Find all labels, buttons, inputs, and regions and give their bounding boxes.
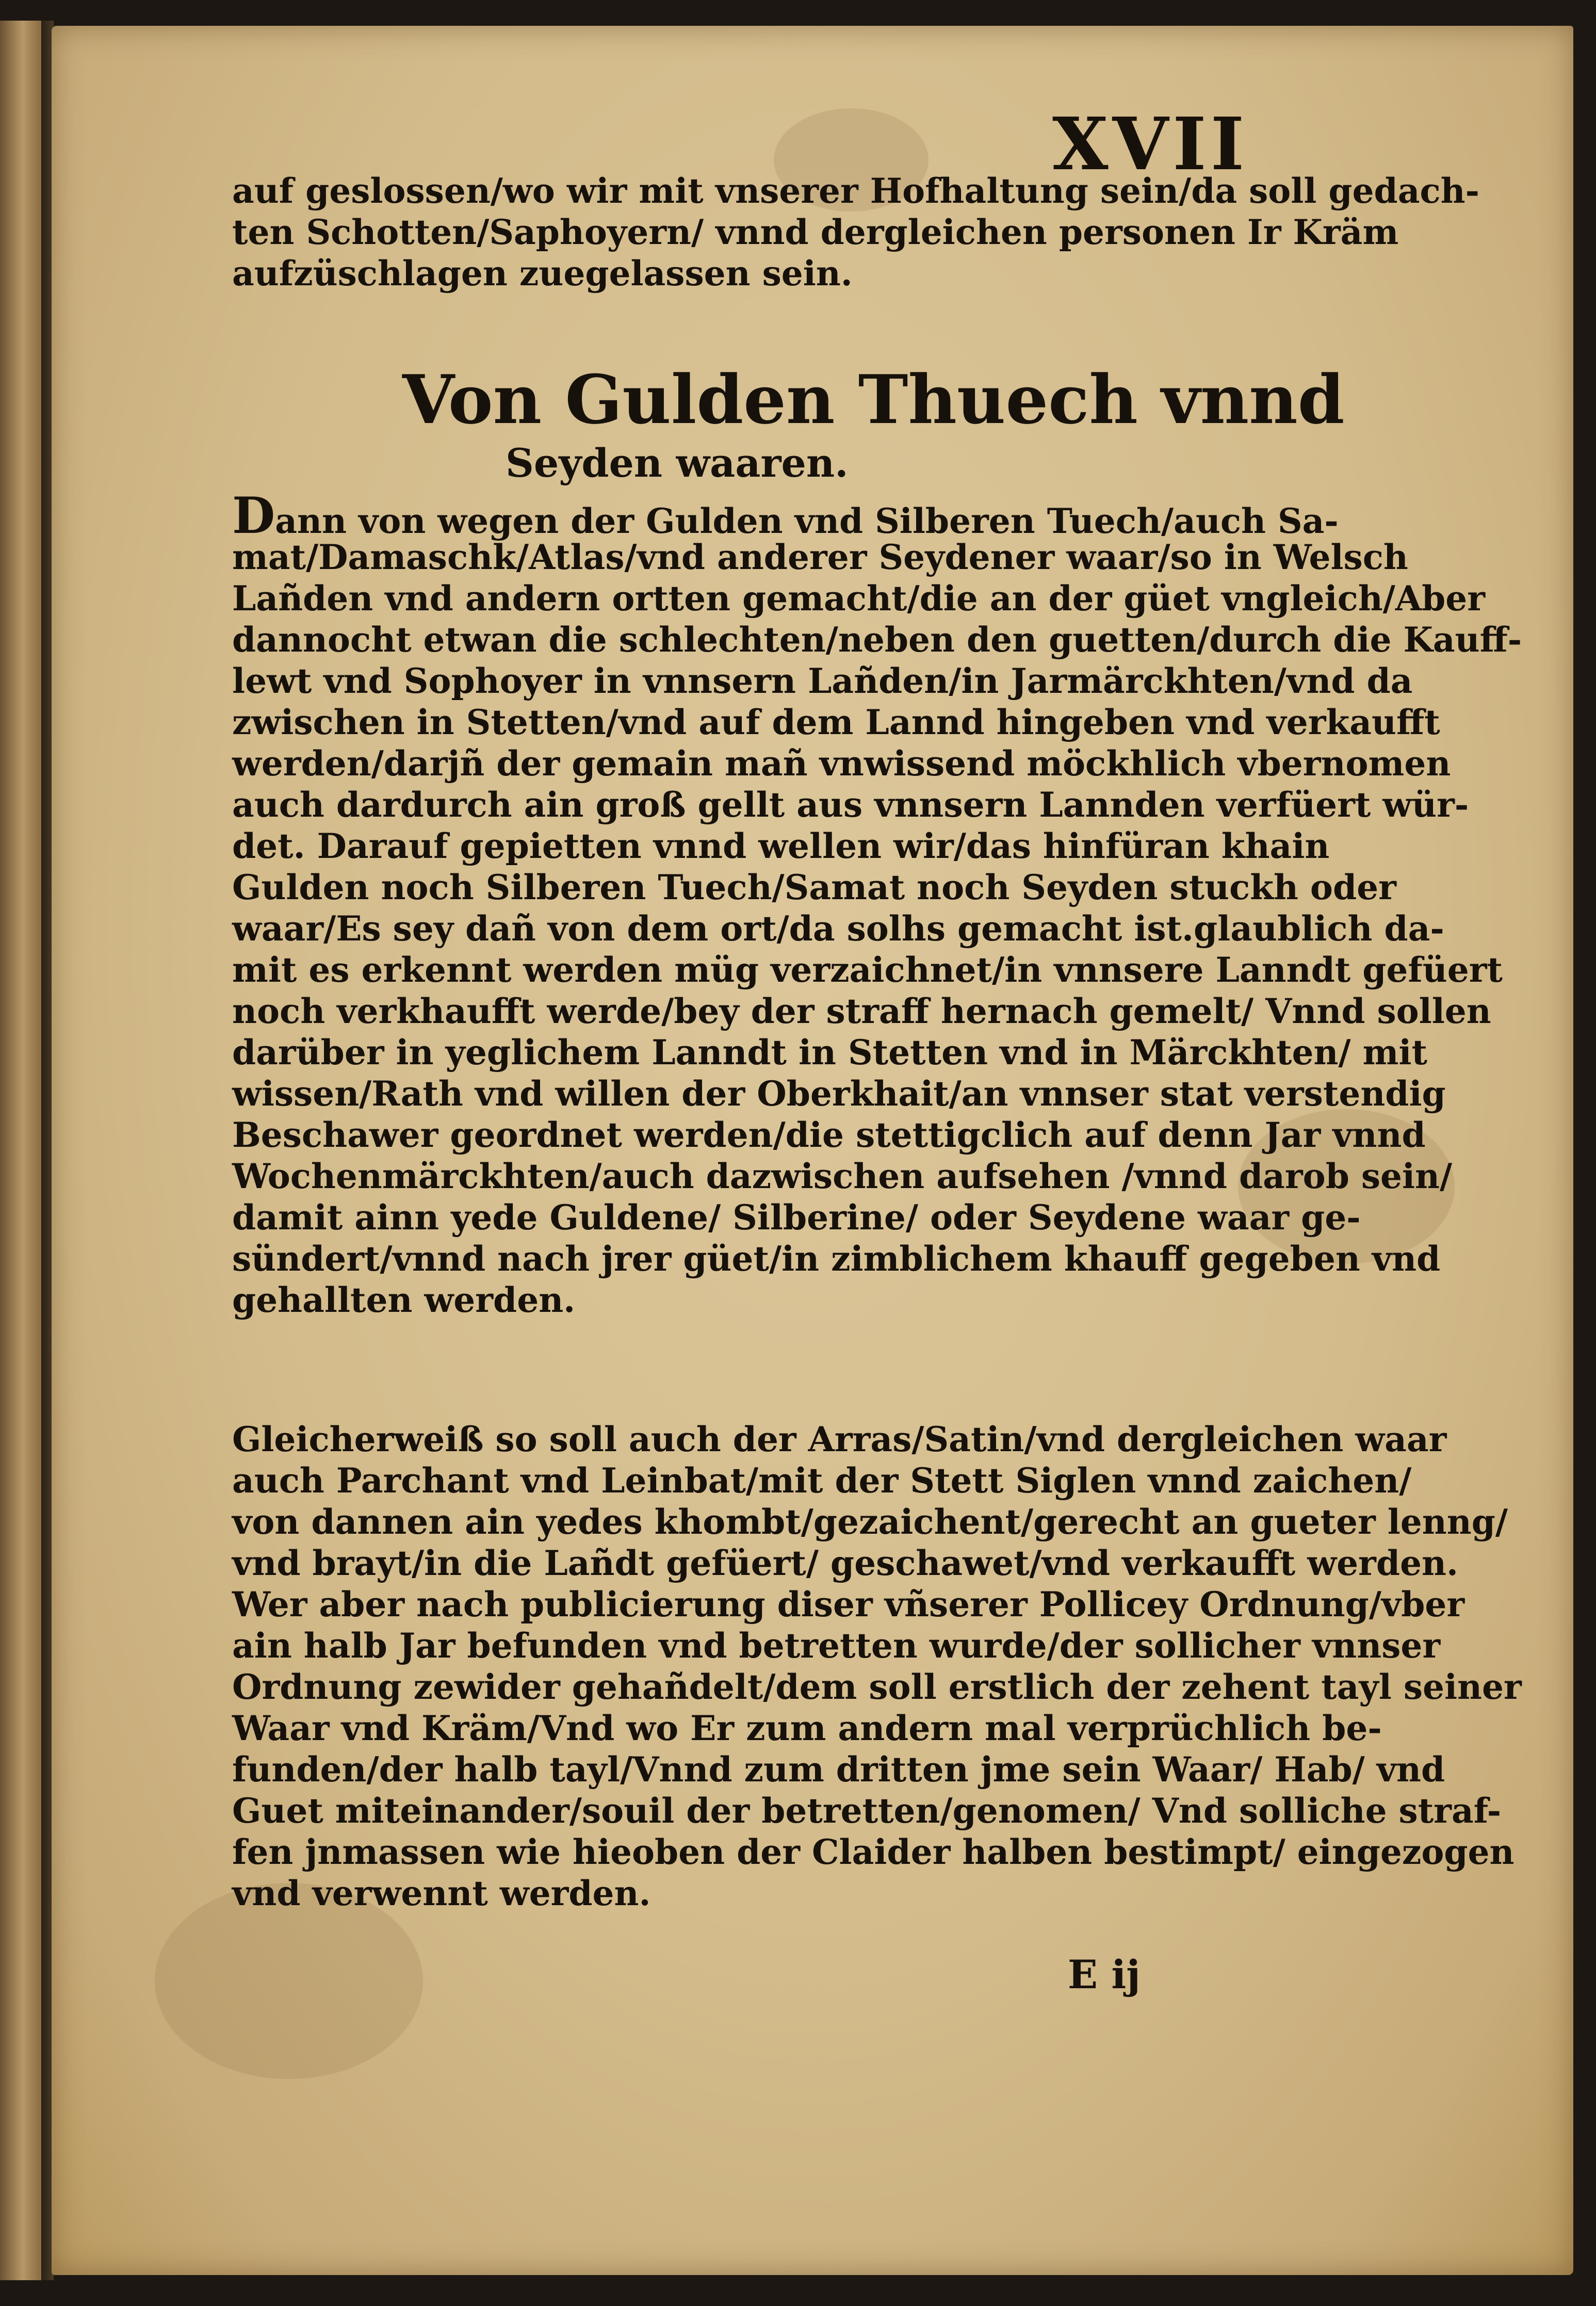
paragraph-gold-cloth	[232, 486, 1522, 1321]
text-line: werden/darjñ der gemain mañ vnwissend möckhlich vbernomen	[232, 743, 1451, 784]
text-line: aufzüschlagen zuegelassen sein.	[232, 253, 853, 294]
text-line: det. Darauf gepietten vnnd wellen wir/das hinfüran khain	[232, 826, 1330, 866]
text-line: darüber in yeglichem Lanndt in Stetten vnd in Märckhten/ mit	[232, 1032, 1427, 1073]
text-line: mat/Damaschk/Atlas/vnd anderer Seydener waar/so in Welsch	[232, 537, 1408, 577]
drop-cap: D	[232, 486, 275, 545]
text-line: auf geslossen/wo wir mit vnserer Hofhaltung sein/da soll gedach-	[232, 171, 1480, 211]
heading-title: Von Gulden Thuech vnnd	[402, 360, 1345, 439]
text-line: von dannen ain yedes khombt/gezaichent/gerecht an gueter lenng/	[232, 1502, 1508, 1542]
text-line: Waar vnd Kräm/Vnd wo Er zum andern mal verprüchlich be-	[232, 1708, 1382, 1748]
text-line: vnd brayt/in die Lañdt gefüert/ geschawet/vnd verkaufft werden.	[232, 1543, 1458, 1583]
text-line: ain halb Jar befunden vnd betretten wurde/der sollicher vnnser	[232, 1626, 1441, 1666]
text-line: funden/der halb tayl/Vnnd zum dritten jme sein Waar/ Hab/ vnd	[232, 1749, 1445, 1790]
text-line: lewt vnd Sophoyer in vnnsern Lañden/in Jarmärckhten/vnd da	[232, 661, 1413, 701]
text-line: Guet miteinander/souil der betretten/genomen/ Vnd solliche straf-	[232, 1791, 1502, 1831]
text-line: waar/Es sey dañ von dem ort/da solhs gemacht ist.glaublich da-	[232, 908, 1444, 949]
text-line: auch Parchant vnd Leinbat/mit der Stett Siglen vnnd zaichen/	[232, 1460, 1412, 1501]
text-line: Lañden vnd andern ortten gemacht/die an der güet vngleich/Aber	[232, 578, 1485, 619]
signature-mark: E ij	[1068, 1952, 1141, 1998]
text-line: Beschawer geordnet werden/die stettigclich auf denn Jar vnnd	[232, 1115, 1426, 1155]
heading-subtitle: Seyden waaren.	[506, 440, 849, 486]
text-line: zwischen in Stetten/vnd auf dem Lannd hingeben vnd verkaufft	[232, 702, 1440, 742]
text-line: noch verkhaufft werde/bey der straff hernach gemelt/ Vnnd sollen	[232, 991, 1491, 1031]
text-line: ten Schotten/Saphoyern/ vnnd dergleichen personen Ir Kräm	[232, 212, 1399, 252]
text-line: Ordnung zewider gehañdelt/dem soll erstlich der zehent tayl seiner	[232, 1667, 1522, 1707]
first-line-text: ann von wegen der Gulden vnd Silberen Tuech/auch Sa-	[275, 501, 1339, 541]
facing-page-edge	[0, 21, 41, 2280]
text-line: Gleicherweiß so soll auch der Arras/Satin/vnd dergleichen waar	[232, 1419, 1447, 1459]
text-line: Wochenmärckhten/auch dazwischen aufsehen /vnnd darob sein/	[232, 1156, 1453, 1196]
continuation-text	[232, 170, 1480, 294]
paragraph-arras-satin	[232, 1419, 1522, 1914]
text-line: damit ainn yede Guldene/ Silberine/ oder Seydene waar ge-	[232, 1197, 1361, 1238]
text-line: dannocht etwan die schlechten/neben den guetten/durch die Kauff-	[232, 620, 1522, 660]
text-line: auch dardurch ain groß gellt aus vnnsern Lannden verfüert wür-	[232, 785, 1469, 825]
text-line: gehallten werden.	[232, 1280, 576, 1320]
text-line: wissen/Rath vnd willen der Oberkhait/an vnnser stat verstendig	[232, 1074, 1446, 1114]
text-line: fen jnmassen wie hieoben der Claider halben bestimpt/ eingezogen	[232, 1832, 1514, 1872]
section-heading	[402, 360, 1345, 488]
text-line: Gulden noch Silberen Tuech/Samat noch Seyden stuckh oder	[232, 867, 1396, 907]
folio-number: XVII	[1052, 102, 1249, 187]
text-line	[232, 486, 1339, 545]
text-line: Wer aber nach publicierung diser vñserer Pollicey Ordnung/vber	[232, 1584, 1465, 1625]
text-line: mit es erkennt werden müg verzaichnet/in vnnsere Lanndt gefüert	[232, 950, 1503, 990]
text-line: sündert/vnnd nach jrer güet/in zimblichem khauff gegeben vnd	[232, 1239, 1441, 1279]
text-line: vnd verwennt werden.	[232, 1873, 651, 1913]
